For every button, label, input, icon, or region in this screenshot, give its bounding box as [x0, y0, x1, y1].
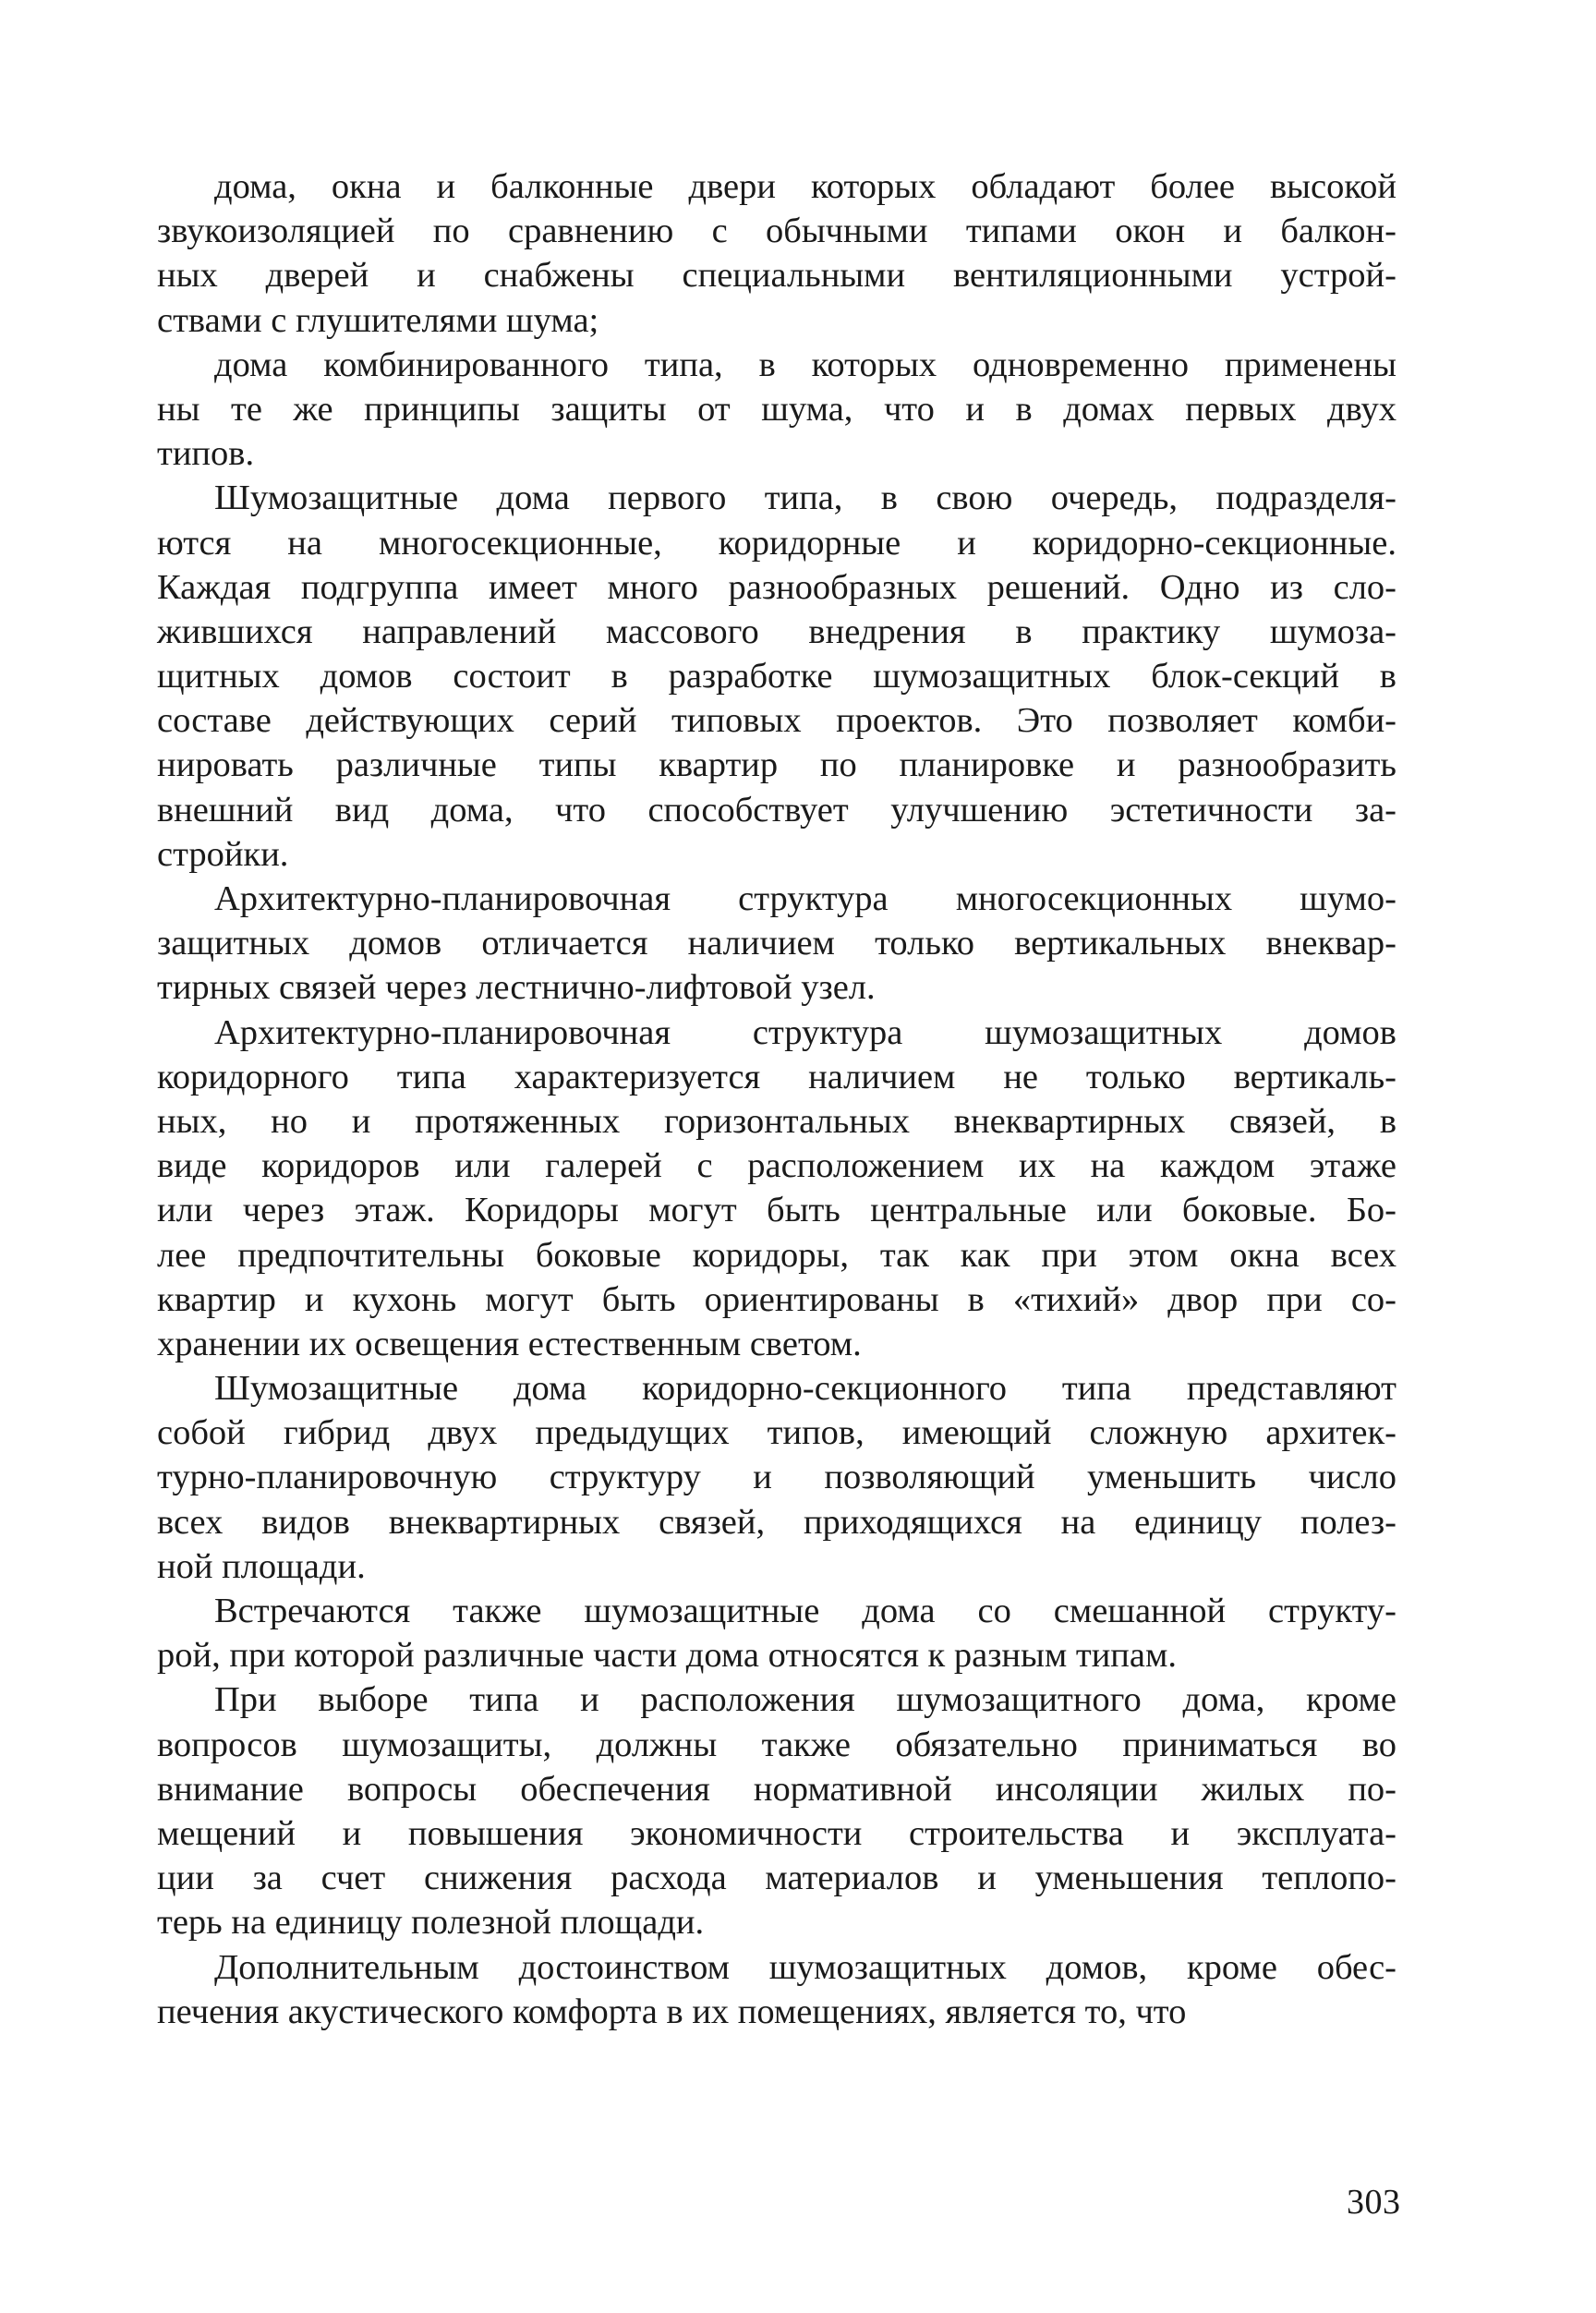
text-line: собой гибрид двух предыдущих типов, имеющий сложную архитек-: [157, 1413, 1396, 1453]
text-line: дома комбинированного типа, в которых одновременно применены: [214, 345, 1396, 384]
text-line: Архитектурно-планировочная структура шумозащитных домов: [214, 1012, 1396, 1052]
paragraph: [157, 476, 1396, 877]
text-line: всех видов внеквартирных связей, приходящихся на единицу полез-: [157, 1502, 1396, 1542]
text-line: терь на единицу полезной площади.: [157, 1903, 705, 1943]
text-line: стройки.: [157, 834, 289, 874]
paragraph: [157, 1011, 1396, 1367]
text-line: ются на многосекционные, коридорные и коридорно-секционные.: [157, 523, 1396, 563]
text-line: Встречаются также шумозащитные дома со смешанной структу-: [214, 1592, 1396, 1630]
text-line: щитных домов состоит в разработке шумозащитных блок-секций в: [157, 657, 1396, 696]
paragraph: [157, 1366, 1396, 1589]
paragraph: [157, 1589, 1396, 1677]
text-line: ных дверей и снабжены специальными вентиляционными устрой-: [157, 256, 1396, 296]
text-line: жившихся направлений массового внедрения в практику шумоза-: [157, 612, 1396, 651]
text-line: звукоизоляцией по сравнению с обычными типами окон и балкон-: [157, 212, 1396, 251]
text-line: защитных домов отличается наличием только вертикальных внеквар-: [157, 924, 1396, 963]
text-line: рой, при которой различные части дома относятся к разным типам.: [157, 1636, 1177, 1676]
text-line: ствами с глушителями шума;: [157, 300, 599, 340]
text-line: лее предпочтительны боковые коридоры, так как при этом окна всех: [157, 1235, 1396, 1275]
paragraph: [157, 1945, 1396, 2034]
text-line: тирных связей через лестнично-лифтовой узел.: [157, 968, 876, 1008]
paragraph: [157, 1677, 1396, 1944]
text-line: коридорного типа характеризуется наличием не только вертикаль-: [157, 1057, 1396, 1096]
text-line: типов.: [157, 434, 255, 474]
text-line: мещений и повышения экономичности строительства и эксплуата-: [157, 1813, 1396, 1853]
text-line: внимание вопросы обеспечения нормативной инсоляции жилых по-: [157, 1769, 1396, 1809]
text-line: виде коридоров или галерей с расположением их на каждом этаже: [157, 1146, 1396, 1186]
text-line: ции за счет снижения расхода материалов и уменьшения теплопо-: [157, 1859, 1396, 1898]
paragraph: [157, 164, 1396, 343]
text-line: нировать различные типы квартир по планировке и разнообразить: [157, 745, 1396, 785]
text-line: Дополнительным достоинством шумозащитных домов, кроме обес-: [214, 1947, 1396, 1987]
text-line: квартир и кухонь могут быть ориентированы в «тихий» двор при со-: [157, 1279, 1396, 1319]
paragraph: [157, 343, 1396, 477]
text-line: печения акустического комфорта в их помещениях, является то, что: [157, 1992, 1187, 2031]
text-line: турно-планировочную структуру и позволяющий уменьшить число: [157, 1458, 1396, 1497]
text-line: Архитектурно-планировочная структура многосекционных шумо-: [214, 879, 1396, 918]
text-line: ны те же принципы защиты от шума, что и в домах первых двух: [157, 389, 1396, 429]
text-line: Каждая подгруппа имеет много разнообразных решений. Одно из сло-: [157, 567, 1396, 607]
text-line: вопросов шумозащиты, должны также обязательно приниматься во: [157, 1725, 1396, 1764]
page-number: 303: [1347, 2183, 1401, 2222]
text-line: При выборе типа и расположения шумозащитного дома, кроме: [214, 1680, 1396, 1720]
text-line: Шумозащитные дома первого типа, в свою очередь, подразделя-: [214, 478, 1396, 518]
text-line: Шумозащитные дома коридорно-секционного типа представляют: [214, 1369, 1396, 1409]
text-line: ных, но и протяженных горизонтальных внеквартирных связей, в: [157, 1101, 1396, 1141]
text-line: или через этаж. Коридоры могут быть центральные или боковые. Бо-: [157, 1191, 1396, 1230]
text-line: дома, окна и балконные двери которых обладают более высокой: [214, 167, 1396, 206]
text-line: хранении их освещения естественным светом.: [157, 1324, 862, 1363]
text-line: внешний вид дома, что способствует улучшению эстетичности за-: [157, 790, 1396, 830]
paragraph: [157, 877, 1396, 1011]
body-text: [157, 164, 1396, 2034]
text-line: ной площади.: [157, 1546, 366, 1586]
text-line: составе действующих серий типовых проектов. Это позволяет комби-: [157, 701, 1396, 741]
